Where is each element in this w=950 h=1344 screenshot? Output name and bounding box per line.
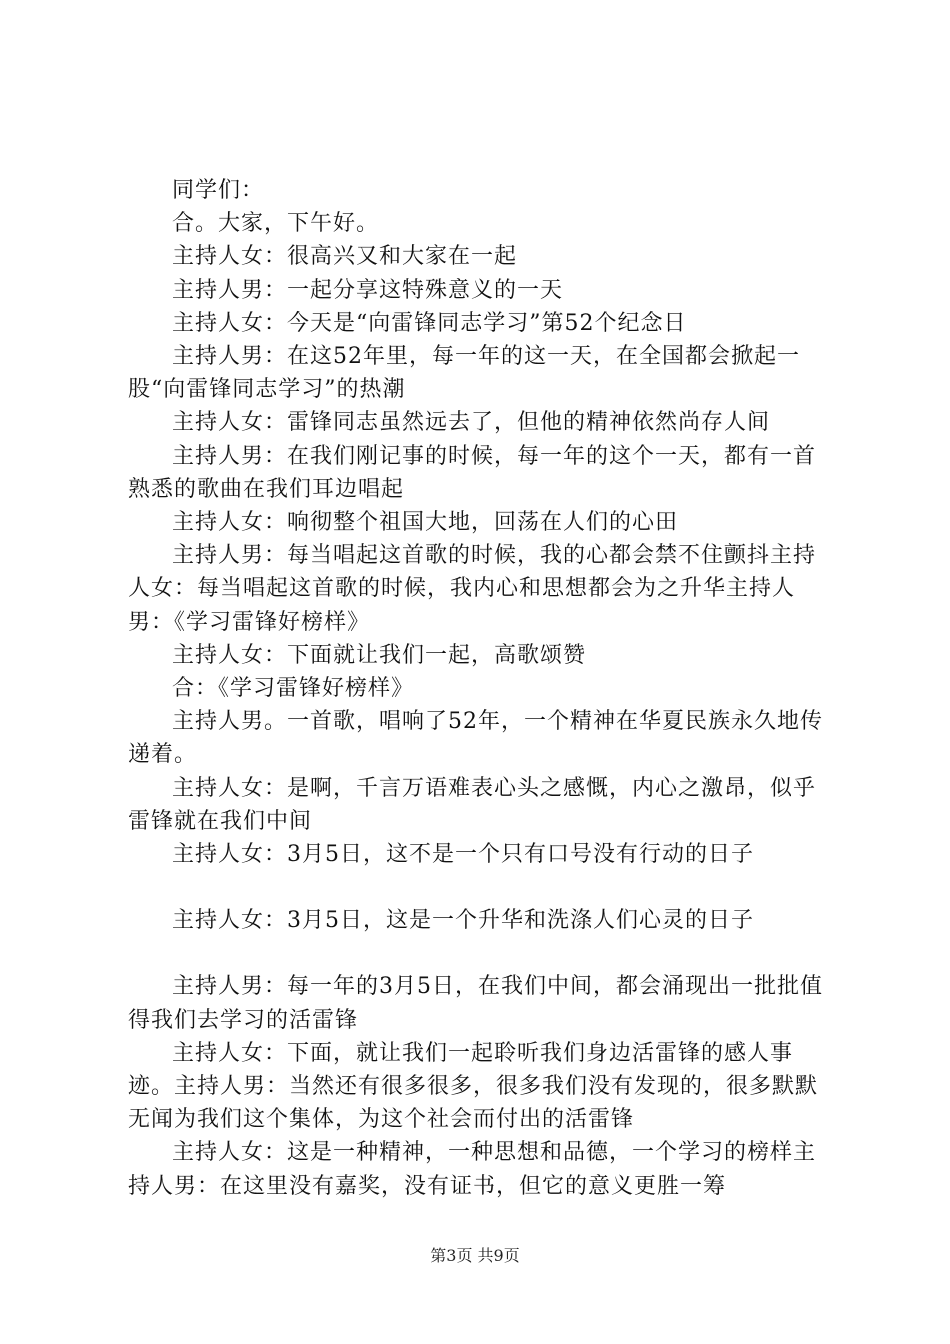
paragraph: 主持人男：在这52年里，每一年的这一天，在全国都会掀起一股“向雷锋同志学习”的热潮 (128, 344, 800, 403)
paragraph: 合。大家，下午好。 (172, 211, 380, 237)
paragraph: 主持人女：下面就让我们一起，高歌颂赞 (172, 642, 587, 668)
paragraph: 主持人女：这是一种精神，一种思想和品德，一个学习的榜样主持人男：在这里没有嘉奖，没有证书，但它的意义更胜一筹 (128, 1140, 817, 1199)
page-number-footer: 第3页 共9页 (430, 1246, 520, 1265)
paragraph: 主持人女：响彻整个祖国大地，回荡在人们的心田 (172, 510, 679, 536)
paragraph: 主持人男。一首歌，唱响了52年，一个精神在华夏民族永久地传递着。 (128, 709, 823, 768)
paragraph: 主持人女：今天是“向雷锋同志学习”第52个纪念日 (172, 310, 687, 336)
paragraph: 合：《学习雷锋好榜样》 (172, 676, 415, 702)
paragraph: 主持人女：3月5日，这是一个升华和洗涤人们心灵的日子 (172, 908, 754, 934)
paragraph: 主持人男：在我们刚记事的时候，每一年的这个一天，都有一首熟悉的歌曲在我们耳边唱起 (128, 443, 817, 502)
paragraph: 主持人男：每一年的3月5日，在我们中间，都会涌现出一批批值得我们去学习的活雷锋 (128, 974, 823, 1033)
paragraph: 主持人女：3月5日，这不是一个只有口号没有行动的日子 (172, 842, 754, 868)
paragraph: 主持人男：每当唱起这首歌的时候，我的心都会禁不住颤抖主持人女：每当唱起这首歌的时候，我内心和思想都会为之升华主持人男：《学习雷锋好榜样》 (128, 543, 817, 635)
paragraph: 同学们： (172, 178, 265, 203)
paragraph: 主持人女：很高兴又和大家在一起 (172, 244, 518, 270)
paragraph: 主持人男：一起分享这特殊意义的一天 (172, 277, 564, 303)
paragraph: 主持人女：下面，就让我们一起聆听我们身边活雷锋的感人事迹。主持人男：当然还有很多很多，很多我们没有发现的，很多默默无闻为我们这个集体，为这个社会而付出的活雷锋 (128, 1040, 819, 1133)
paragraph: 主持人女：雷锋同志虽然远去了，但他的精神依然尚存人间 (172, 410, 771, 436)
paragraph: 主持人女：是啊，千言万语难表心头之感慨，内心之激昂，似乎雷锋就在我们中间 (128, 775, 817, 834)
body-text (128, 174, 834, 1203)
